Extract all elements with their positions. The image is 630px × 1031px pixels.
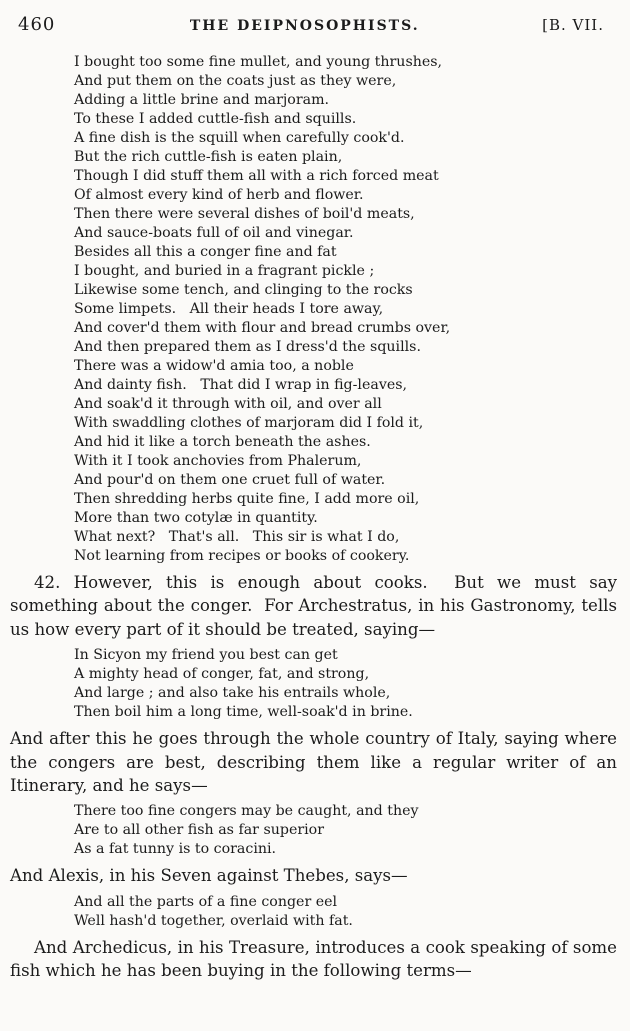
verse-line: Of almost every kind of herb and flower. <box>74 187 364 203</box>
verse-line: Some limpets. All their heads I tore away, <box>74 301 384 317</box>
verse-line: Are to all other fish as far superior <box>74 822 324 839</box>
verse-line: A mighty head of conger, fat, and strong, <box>74 666 370 683</box>
verse-block <box>74 893 630 931</box>
verse-line: And all the parts of a fine conger eel <box>74 893 338 910</box>
verse-line: And then prepared them as I dress'd the squills. <box>74 339 421 355</box>
verse-line: There too fine congers may be caught, and they <box>74 803 419 820</box>
paragraph: And Alexis, in his Seven against Thebes, says— <box>10 866 408 886</box>
verse-line: To these I added cuttle-fish and squills. <box>74 111 357 127</box>
running-head <box>0 0 630 35</box>
verse-line: I bought too some fine mullet, and young thrushes, <box>74 54 443 70</box>
verse-line: And pour'd on them one cruet full of water. <box>74 472 386 488</box>
running-title: THE DEIPNOSOPHISTS. <box>189 18 420 34</box>
verse-line: With swaddling clothes of marjoram did I fold it, <box>74 415 424 431</box>
verse-line: And soak'd it through with oil, and over all <box>74 396 382 412</box>
verse-line: What next? That's all. This sir is what I do, <box>74 529 400 545</box>
verse-line: And put them on the coats just as they were, <box>74 73 397 89</box>
verse-line: And cover'd them with flour and bread crumbs over, <box>74 320 451 336</box>
verse-line: In Sicyon my friend you best can get <box>74 647 338 664</box>
verse-line: Then shredding herbs quite fine, I add more oil, <box>74 491 420 507</box>
verse-line: I bought, and buried in a fragrant pickle ; <box>74 263 375 279</box>
verse-line: A fine dish is the squill when carefully cook'd. <box>74 130 405 146</box>
paragraph: 42. However, this is enough about cooks. But we must say something about the conger. For Archestratus, in his Gastronomy, tells us how every part of it should be treated, saying— <box>10 573 623 639</box>
verse-line: Though I did stuff them all with a rich forced meat <box>74 168 439 184</box>
verse-line: Then there were several dishes of boil'd meats, <box>74 206 415 222</box>
verse-line: Adding a little brine and marjoram. <box>74 92 330 108</box>
verse-line: Well hash'd together, overlaid with fat. <box>74 912 353 929</box>
verse-line: And hid it like a torch beneath the ashes. <box>74 434 371 450</box>
verse-block <box>74 53 630 566</box>
verse-line: And large ; and also take his entrails whole, <box>74 685 391 702</box>
verse-line: With it I took anchovies from Phalerum, <box>74 453 362 469</box>
paragraph: And Archedicus, in his Treasure, introduces a cook speaking of some fish which he has been buying in the following terms— <box>10 937 623 981</box>
verse-line: Likewise some tench, and clinging to the rocks <box>74 282 413 298</box>
verse-line: Then boil him a long time, well-soak'd in brine. <box>74 704 413 721</box>
verse-line: More than two cotylæ in quantity. <box>74 510 318 526</box>
page-number: 460 <box>18 14 56 35</box>
verse-block <box>74 802 630 859</box>
verse-block <box>74 646 630 722</box>
verse-line: And sauce-boats full of oil and vinegar. <box>74 225 354 241</box>
paragraph: And after this he goes through the whole country of Italy, saying where the congers are best, describing them like a regular writer of an Itinerary, and he says— <box>10 729 623 796</box>
verse-line: But the rich cuttle-fish is eaten plain, <box>74 149 343 165</box>
verse-line: And dainty fish. That did I wrap in fig-leaves, <box>74 377 408 393</box>
verse-line: Not learning from recipes or books of cookery. <box>74 548 410 564</box>
verse-line: As a fat tunny is to coracini. <box>74 841 277 858</box>
book-reference: [B. VII. <box>542 16 604 34</box>
page-body <box>0 35 630 983</box>
verse-line: Besides all this a conger fine and fat <box>74 244 337 260</box>
verse-line: There was a widow'd amia too, a noble <box>74 358 354 374</box>
